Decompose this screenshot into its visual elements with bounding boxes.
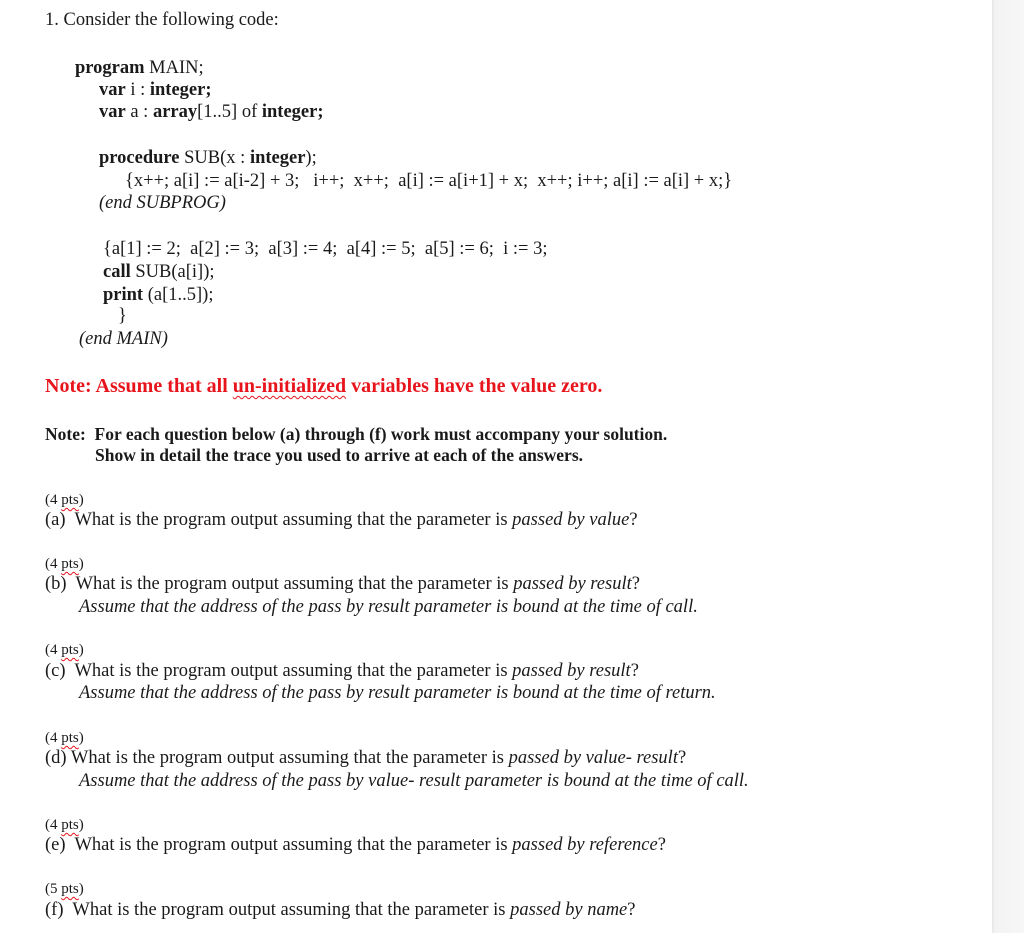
code-close-brace: } — [118, 306, 127, 326]
points-close: ) — [78, 492, 84, 508]
var-a-name: a : — [125, 102, 153, 122]
spellcheck-word: pts — [61, 642, 79, 658]
question-c — [45, 660, 639, 682]
procedure-signature-end: ); — [305, 148, 317, 168]
procedure-signature: SUB(x : — [179, 148, 250, 168]
code-end-subprog: (end SUBPROG) — [99, 193, 226, 213]
question-b — [45, 573, 640, 595]
points-d — [45, 727, 84, 749]
points-value: (4 — [45, 817, 62, 833]
points-close: ) — [78, 881, 84, 897]
question-end: ? — [631, 574, 640, 594]
question-mode: passed by reference — [512, 835, 658, 855]
code-main-body: {a[1] := 2; a[2] := 3; a[3] := 4; a[4] := 5; a[5] := 6; i := 3; — [103, 239, 548, 259]
print-expression: (a[1..5]); — [143, 285, 214, 305]
code-end-main: (end MAIN) — [79, 329, 168, 349]
question-mode: passed by result — [512, 661, 631, 681]
points-close: ) — [78, 817, 84, 833]
points-value: (4 — [45, 556, 62, 572]
keyword-print: print — [103, 285, 144, 305]
question-f — [45, 899, 636, 921]
points-f — [45, 878, 84, 900]
question-end: ? — [630, 661, 639, 681]
spellcheck-word: pts — [61, 817, 79, 833]
points-value: (4 — [45, 642, 62, 658]
keyword-procedure: procedure — [99, 148, 180, 168]
question-mode: passed by result — [513, 574, 632, 594]
note-text: Note: Assume that all — [45, 375, 233, 397]
call-expression: SUB(a[i]); — [130, 262, 215, 282]
type-integer: integer; — [261, 102, 324, 122]
type-integer: integer; — [149, 80, 212, 100]
question-end: ? — [627, 900, 636, 920]
points-a — [45, 489, 84, 511]
question-mode: passed by name — [510, 900, 628, 920]
var-i-name: i : — [125, 80, 150, 100]
spellcheck-word: pts — [61, 730, 79, 746]
question-e — [45, 834, 666, 856]
program-name: MAIN; — [144, 58, 204, 78]
code-procedure-body: {x++; a[i] := a[i-2] + 3; i++; x++; a[i] := a[i+1] + x; x++; i++; a[i] := a[i] + x;} — [125, 171, 733, 191]
array-range: [1..5] of — [197, 102, 262, 122]
code-program-line — [75, 57, 204, 79]
question-text: (b) What is the program output assuming that the parameter is — [45, 574, 514, 594]
question-c-note: Assume that the address of the pass by result parameter is bound at the time of return. — [79, 683, 716, 703]
question-mode: passed by value — [512, 510, 630, 530]
keyword-call: call — [103, 262, 131, 282]
question-header: 1. Consider the following code: — [45, 10, 279, 30]
question-text: (d) What is the program output assuming that the parameter is — [45, 748, 509, 768]
points-e — [45, 814, 84, 836]
points-close: ) — [78, 730, 84, 746]
spellcheck-word: pts — [61, 881, 79, 897]
question-d — [45, 747, 686, 769]
keyword-var: var — [99, 102, 126, 122]
question-text: (c) What is the program output assuming that the parameter is — [45, 661, 513, 681]
spellcheck-word: pts — [61, 556, 79, 572]
spellcheck-word: un-initialized — [232, 375, 347, 397]
question-end: ? — [677, 748, 687, 768]
keyword-var: var — [99, 80, 126, 100]
note-instructions-line1: Note: For each question below (a) through (f) work must accompany your solution. — [45, 424, 668, 444]
question-a — [45, 509, 638, 531]
question-end: ? — [657, 835, 666, 855]
question-text: (a) What is the program output assuming that the parameter is — [45, 510, 513, 530]
points-value: (4 — [45, 730, 62, 746]
points-close: ) — [78, 642, 84, 658]
code-call-line — [103, 261, 215, 283]
question-text: (f) What is the program output assuming that the parameter is — [45, 900, 511, 920]
code-procedure-line — [99, 147, 317, 169]
code-var-i-line — [99, 79, 212, 101]
question-text: (e) What is the program output assuming that the parameter is — [45, 835, 513, 855]
question-end: ? — [629, 510, 638, 530]
question-mode: passed by value- result — [508, 748, 678, 768]
question-b-note: Assume that the address of the pass by result parameter is bound at the time of call. — [79, 597, 698, 617]
type-integer: integer — [249, 148, 306, 168]
note-instructions-line2: Show in detail the trace you used to arrive at each of the answers. — [95, 445, 584, 465]
points-close: ) — [78, 556, 84, 572]
points-c — [45, 639, 84, 661]
keyword-array: array — [152, 102, 198, 122]
points-b — [45, 553, 84, 575]
question-d-note: Assume that the address of the pass by value- result parameter is bound at the time of call. — [79, 771, 749, 791]
code-print-line — [103, 284, 213, 306]
spellcheck-word: pts — [61, 492, 79, 508]
points-value: (4 — [45, 492, 62, 508]
note-text: variables have the value zero. — [346, 375, 603, 397]
points-value: (5 — [45, 881, 62, 897]
code-var-a-line — [99, 101, 324, 123]
note-uninitialized — [45, 375, 602, 397]
window-scroll-gutter[interactable] — [992, 0, 1024, 933]
keyword-program: program — [75, 58, 145, 78]
